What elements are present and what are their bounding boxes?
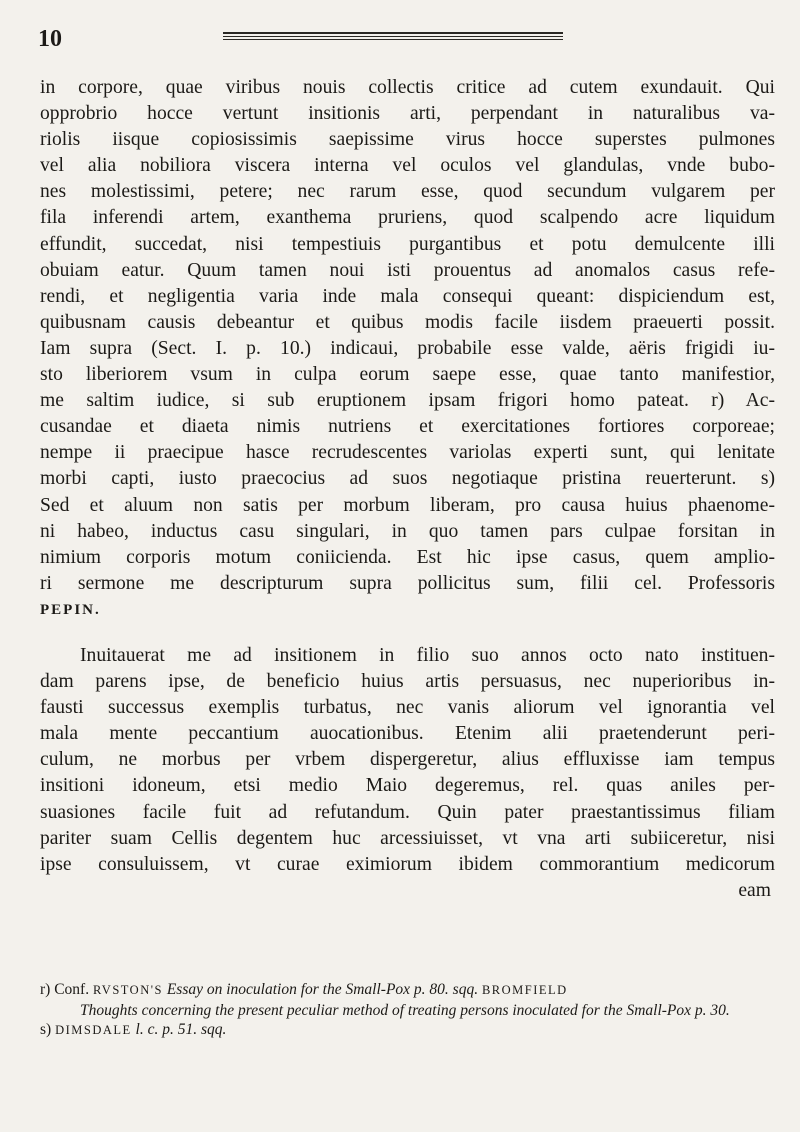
text-line: sto liberiorem vsum in culpa eorum saepe esse, quae tanto manifestior, xyxy=(40,364,775,386)
text-line: rendi, et negligentia varia inde mala consequi queant: dispiciendum est, xyxy=(40,285,775,307)
footnote-author: DIMSDALE xyxy=(55,1023,132,1037)
text-line: cusandae et diaeta nimis nutriens et exercitationes fortiores corporeae; xyxy=(40,416,775,438)
text-line: quibusnam causis debeantur et quibus modis facile iisdem praeuerti possit. xyxy=(40,311,775,333)
footnote-author: RVSTON'S xyxy=(92,983,163,997)
text-line: fila inferendi artem, exanthema pruriens, quod scalpendo acre liquidum xyxy=(40,207,775,229)
text-line: me saltim iudice, si sub eruptionem ipsam frigori homo pateat. r) Ac- xyxy=(40,390,775,412)
header-rule xyxy=(223,32,563,42)
text-line: pariter suam Cellis degentem huc arcessiuisset, vt vna arti subiiceretur, nisi xyxy=(40,827,775,849)
catchword: eam xyxy=(738,879,771,901)
text-line: Iam supra (Sect. I. p. 10.) indicaui, probabile esse valde, aëris frigidi iu- xyxy=(40,337,775,359)
text-line: vel alia nobiliora viscera interna vel oculos vel glandulas, vnde bubo- xyxy=(40,155,775,177)
text-line: opprobrio hocce vertunt insitionis arti, perpendant in naturalibus va- xyxy=(40,103,775,125)
text-line: riolis iisque copiosissimis saepissime virus hocce superstes pulmones xyxy=(40,129,775,151)
text-line: effundit, succedat, nisi tempestiuis purgantibus et potu demulcente illi xyxy=(40,233,775,255)
paragraph-1 xyxy=(40,75,775,623)
text-line: ipse consuluissem, vt curae eximiorum ibidem commorantium medicorum xyxy=(40,853,775,875)
text-line: fausti successus exemplis turbatus, nec vanis aliorum vel ignorantia vel xyxy=(40,697,775,719)
text-line: Inuitauerat me ad insitionem in filio suo annos octo nato instituen- xyxy=(80,644,775,666)
footnote-author: BROMFIELD xyxy=(481,983,568,997)
text-line: ni habeo, inductus casu singulari, in quo tamen pars culpae forsitan in xyxy=(40,520,775,542)
page-header xyxy=(38,22,773,62)
text-line: suasiones facile fuit ad refutandum. Quin pater praestantissimus filiam xyxy=(40,801,775,823)
text-line: insitioni idoneum, etsi medio Maio degeremus, rel. quas aniles per- xyxy=(40,775,775,797)
main-text xyxy=(40,75,775,904)
footnotes xyxy=(40,980,775,1041)
footnote-s xyxy=(40,1020,775,1041)
footnote-title-continued: Thoughts concerning the present peculiar method of treating persons inoculated for the Small-Pox p. 30. xyxy=(80,1001,730,1019)
footnote-title: Essay on inoculation for the Small-Pox p. 80. sqq. xyxy=(166,981,479,998)
text-line: obuiam eatur. Quum tamen noui isti prouentus ad anomalos casus refe- xyxy=(40,259,775,281)
paragraph-2 xyxy=(40,643,775,904)
text-line: nes molestissimi, petere; nec rarum esse, quod secundum vulgarem per xyxy=(40,181,775,203)
text-line: in corpore, quae viribus nouis collectis critice ad cutem exundauit. Qui xyxy=(40,77,775,98)
footnote-marker: s) xyxy=(40,1021,52,1038)
footnote-marker: r) xyxy=(40,981,51,998)
text-line: mala mente peccantium auocationibus. Etenim alii praetenderunt peri- xyxy=(40,723,775,745)
text-line: culum, ne morbus per vrbem dispergeretur, alius effluxisse iam tempus xyxy=(40,749,775,771)
text-line: nempe ii praecipue hasce recrudescentes variolas experti sunt, qui lenitate xyxy=(40,442,775,464)
text-line: Sed et aluum non satis per morbum liberam, pro causa huius phaenome- xyxy=(40,494,775,516)
text-line: ri sermone me descripturum supra pollicitus sum, filii cel. Professoris xyxy=(40,572,775,594)
page-number: 10 xyxy=(38,26,62,52)
footnote-lead: Conf. xyxy=(54,981,90,998)
name-line: PEPIN. xyxy=(40,601,101,618)
footnote-ref: l. c. p. 51. sqq. xyxy=(135,1021,227,1038)
text-line: morbi capti, iusto praecocius ad suos negotiaque pristina reuerterunt. s) xyxy=(40,468,775,490)
footnote-r xyxy=(40,980,775,1001)
text-line: nimium corporis motum coniicienda. Est hic ipse casus, quem amplio- xyxy=(40,546,775,568)
text-line: dam parens ipse, de beneficio huius artis persuasus, nec nuperioribus in- xyxy=(40,671,775,693)
